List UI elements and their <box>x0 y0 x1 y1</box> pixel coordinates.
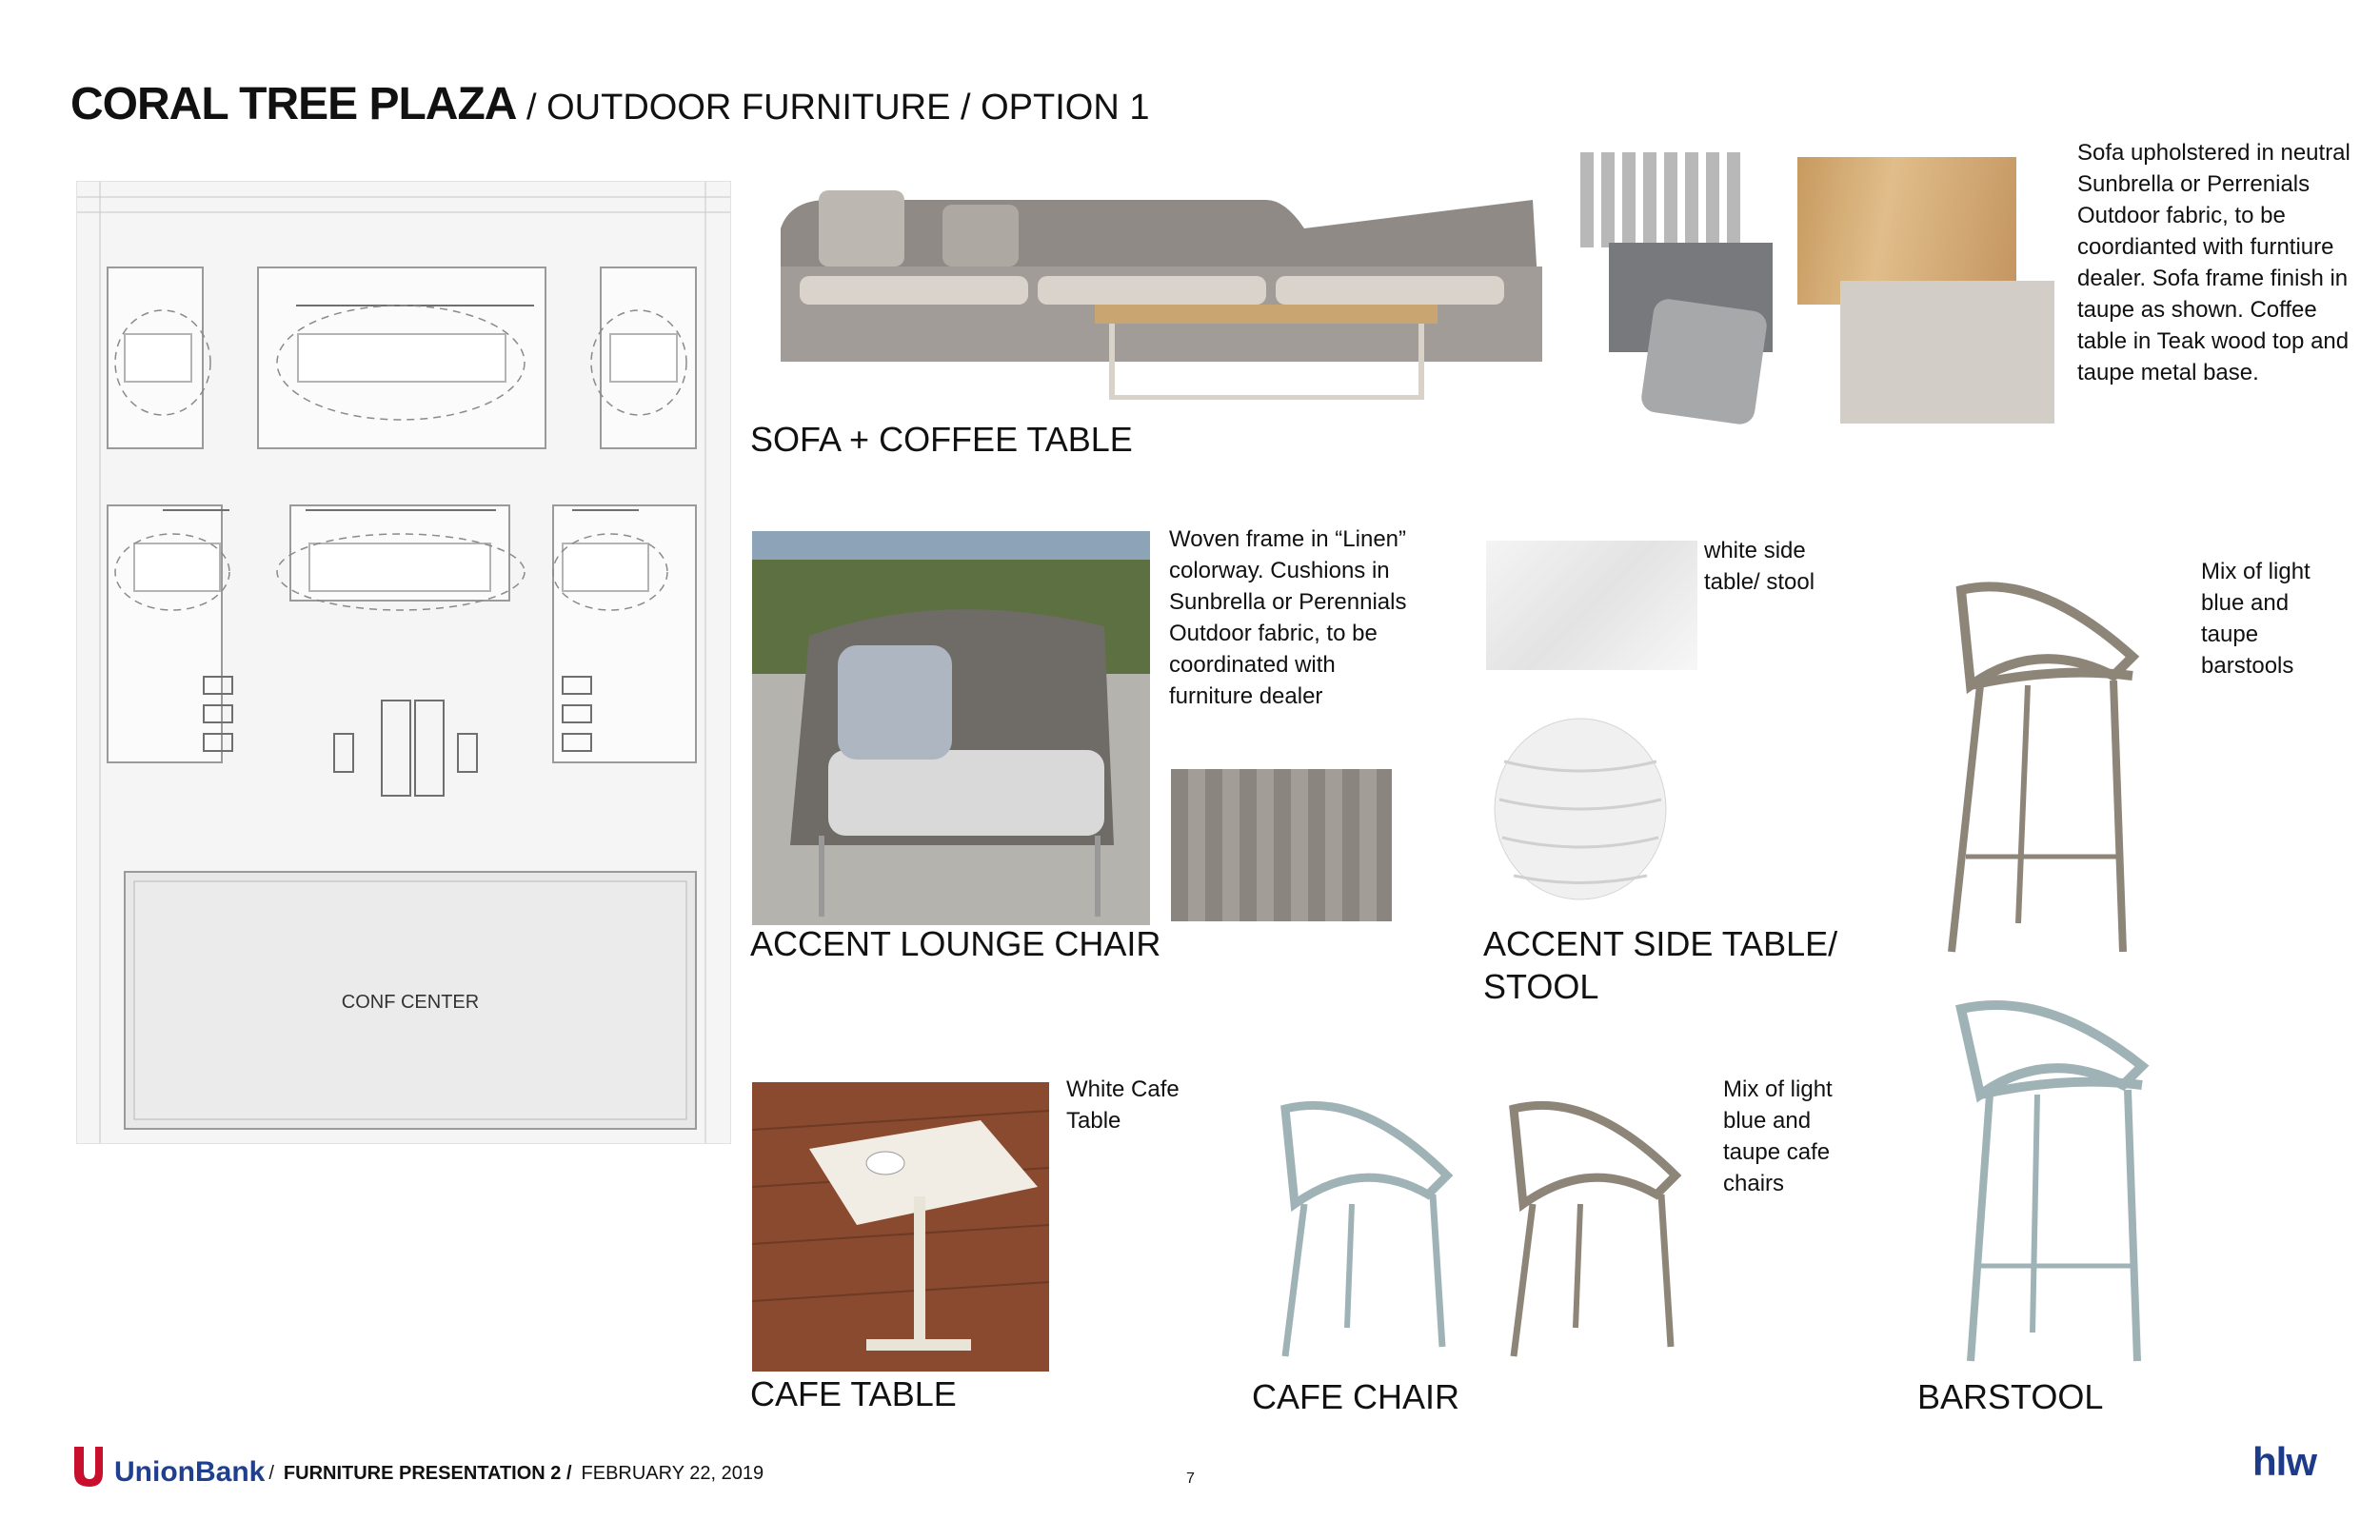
side-table-image <box>1485 714 1676 904</box>
pillow-swatch <box>1639 297 1769 426</box>
cafe-table-image <box>752 1082 1049 1372</box>
light-blue-barstool-image <box>1942 990 2190 1371</box>
taupe-cafe-chair-image <box>1495 1090 1704 1366</box>
title-subtitle: / OUTDOOR FURNITURE / OPTION 1 <box>516 88 1150 128</box>
footer-separator: / <box>268 1463 274 1484</box>
taupe-barstool-image <box>1923 571 2190 961</box>
page-number: 7 <box>1186 1471 1195 1487</box>
unionbank-logo-icon <box>70 1447 105 1489</box>
fabric-swatch-weave <box>1580 152 1742 247</box>
lounge-chair-image <box>752 531 1150 925</box>
woven-swatch <box>1171 769 1392 921</box>
title-project: CORAL TREE PLAZA <box>70 79 517 129</box>
cafe-table-description: White Cafe Table <box>1066 1076 1180 1134</box>
side-table-label-line1: ACCENT SIDE TABLE/ <box>1483 924 1838 963</box>
footer <box>70 1443 764 1489</box>
site-plan <box>76 181 731 1144</box>
sofa-description: Sofa upholstered in neutral Sunbrella or Perrenials Outdoor fabric, to be coordianted with furntiure dealer. Sofa frame finish in taupe as shown. Coffee table in Teak wood top and taupe metal base. <box>2077 140 2350 385</box>
hlw-logo: hlw <box>2252 1439 2316 1484</box>
cafe-chair-label: CAFE CHAIR <box>1252 1377 1460 1416</box>
taupe-metal-swatch <box>1840 281 2054 424</box>
page-title <box>70 78 1149 130</box>
side-table-description: white side table/ stool <box>1704 538 1815 595</box>
lounge-chair-description: Woven frame in “Linen” colorway. Cushions in Sunbrella or Perennials Outdoor fabric, to be coordinated with furniture dealer <box>1169 526 1407 709</box>
cafe-chair-description: Mix of light blue and taupe cafe chairs <box>1723 1076 1833 1196</box>
barstool-label: BARSTOOL <box>1917 1377 2104 1416</box>
sofa-image <box>752 171 1561 419</box>
footer-brand: UnionBank <box>114 1456 266 1488</box>
conf-center-label: CONF CENTER <box>341 992 480 1013</box>
lounge-chair-label: ACCENT LOUNGE CHAIR <box>750 924 1161 963</box>
side-table-label-line2: STOOL <box>1483 967 1599 1006</box>
cafe-table-label: CAFE TABLE <box>750 1374 957 1413</box>
footer-date: FEBRUARY 22, 2019 <box>581 1463 764 1484</box>
footer-presentation: FURNITURE PRESENTATION 2 / <box>283 1463 572 1484</box>
sofa-label: SOFA + COFFEE TABLE <box>750 420 1133 459</box>
light-blue-cafe-chair-image <box>1266 1090 1476 1366</box>
white-finish-swatch <box>1486 541 1697 670</box>
site-plan-drawing <box>77 182 730 1143</box>
barstool-description: Mix of light blue and taupe barstools <box>2201 559 2311 679</box>
